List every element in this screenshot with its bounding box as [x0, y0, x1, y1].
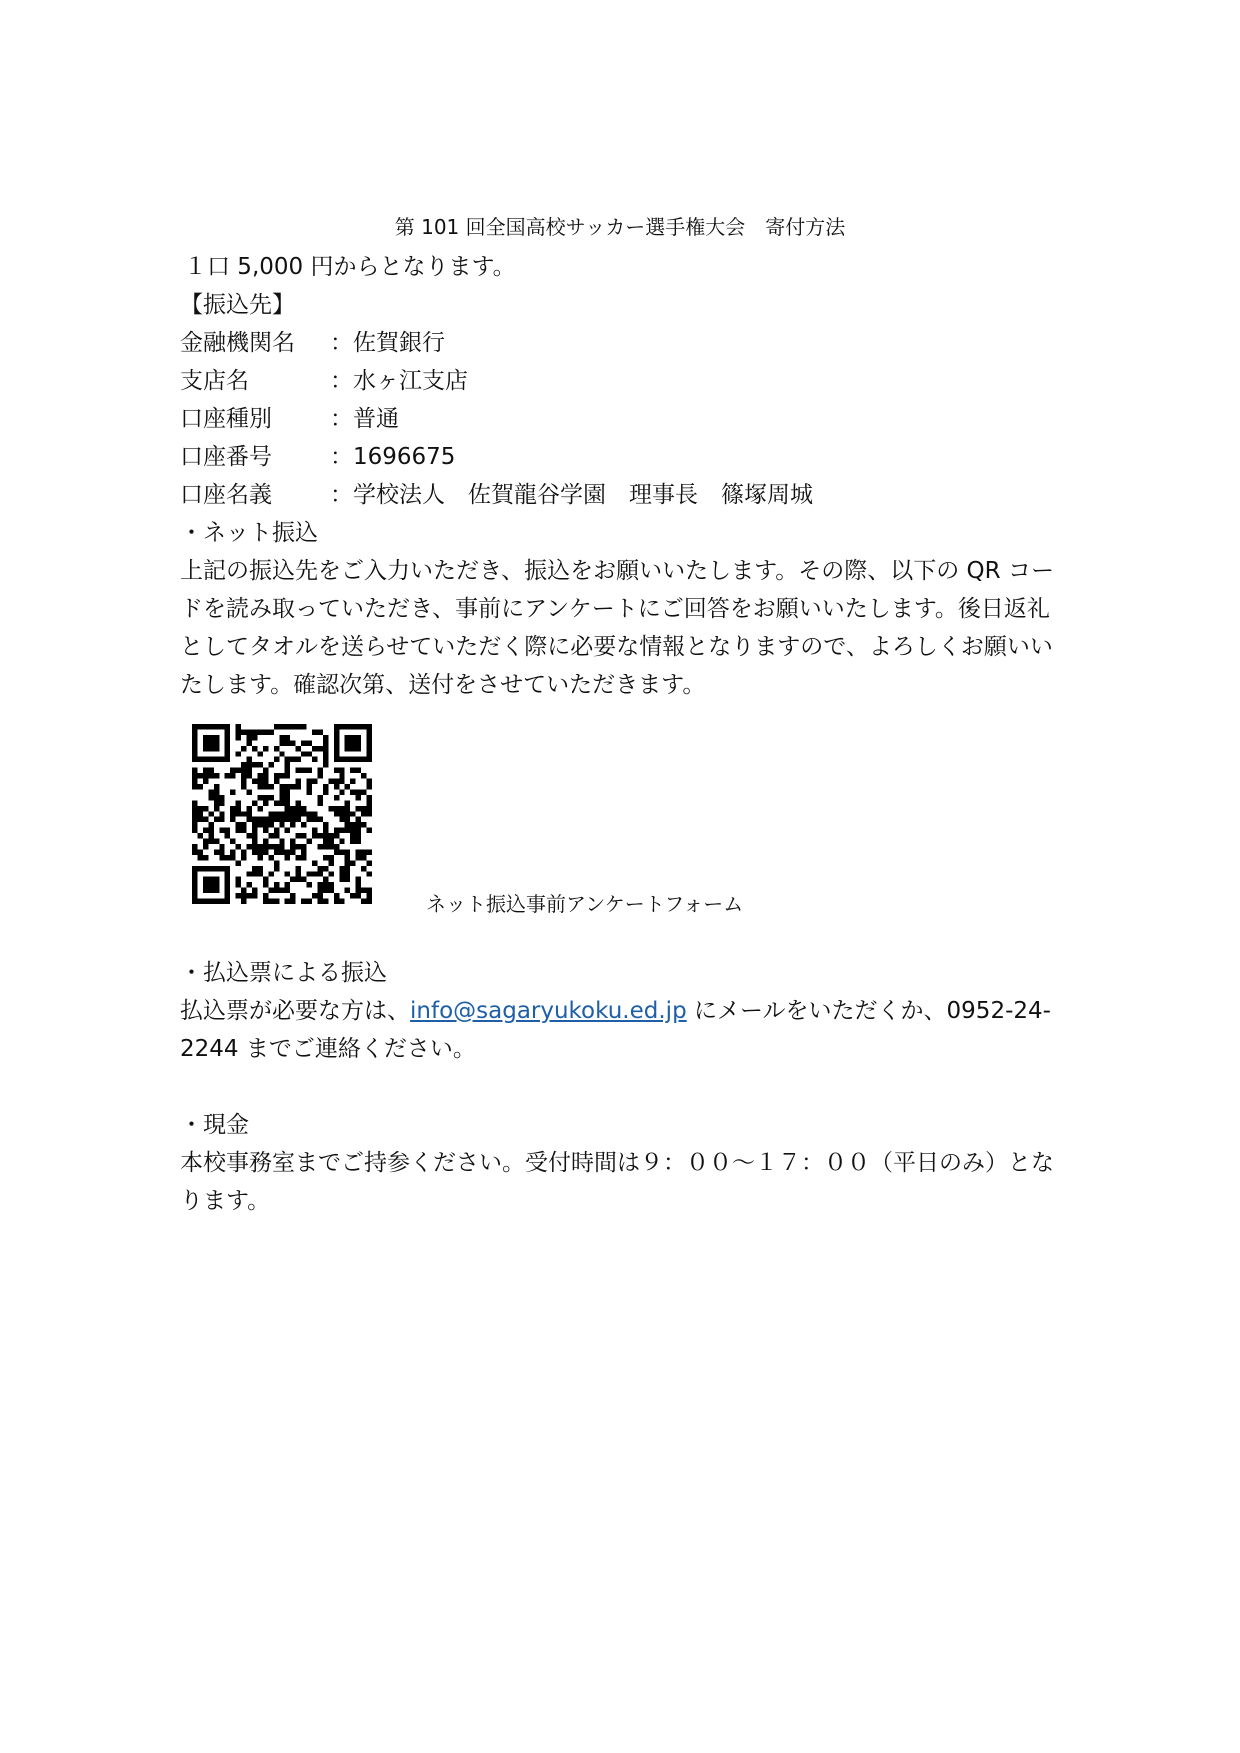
slip-text-before: 払込票が必要な方は、 [180, 998, 410, 1024]
slip-heading: ・払込票による振込 [180, 960, 387, 986]
slip-paragraph [180, 992, 1070, 1068]
bank-value: ：1696675 [330, 444, 456, 470]
bank-label: 金融機関名 [180, 330, 295, 356]
bank-label: 口座名義 [180, 482, 272, 508]
bank-row-branch [180, 362, 1070, 400]
bank-value: ：普通 [330, 406, 399, 432]
bank-label: 口座番号 [180, 444, 272, 470]
bank-row-account-holder [180, 476, 1070, 514]
cash-paragraph: 本校事務室までご持参ください。受付時間は９：００～１７：００（平日のみ）となります。 [180, 1150, 1054, 1214]
qr-caption: ネット振込事前アンケートフォーム [426, 892, 744, 916]
spacer [180, 1068, 1070, 1106]
document-body [180, 248, 1070, 1220]
net-paragraph: 上記の振込先をご入力いただき、振込をお願いいたします。その際、以下の QR コードを読み取っていただき、事前にアンケートにご回答をお願いいたします。後日返礼としてタオルを送らせていただく際に必要な情報となりますので、よろしくお願いいたします。確認次第、送付をさせていただきます。 [180, 558, 1054, 698]
email-link[interactable]: info@sagaryukoku.ed.jp [410, 998, 687, 1024]
transfer-heading: 【振込先】 [180, 292, 295, 318]
bank-row-institution [180, 324, 1070, 362]
qr-section [180, 704, 1070, 954]
slip-text-after: にメールをいただくか、0952-24-2244 までご連絡ください。 [180, 998, 1051, 1062]
cash-heading: ・現金 [180, 1112, 249, 1138]
qr-code-image[interactable] [192, 724, 372, 904]
bank-row-account-type [180, 400, 1070, 438]
bank-value: ：学校法人 佐賀龍谷学園 理事長 篠塚周城 [330, 482, 813, 508]
page-title: 第 101 回全国高校サッカー選手権大会 寄付方法 [394, 215, 846, 239]
bank-label: 支店名 [180, 368, 249, 394]
bank-value: ：佐賀銀行 [330, 330, 445, 356]
bank-row-account-number [180, 438, 1070, 476]
net-heading: ・ネット振込 [180, 520, 318, 546]
bank-value: ：水ヶ江支店 [330, 368, 468, 394]
bank-label: 口座種別 [180, 406, 272, 432]
unit-note: １口 5,000 円からとなります。 [184, 254, 516, 280]
